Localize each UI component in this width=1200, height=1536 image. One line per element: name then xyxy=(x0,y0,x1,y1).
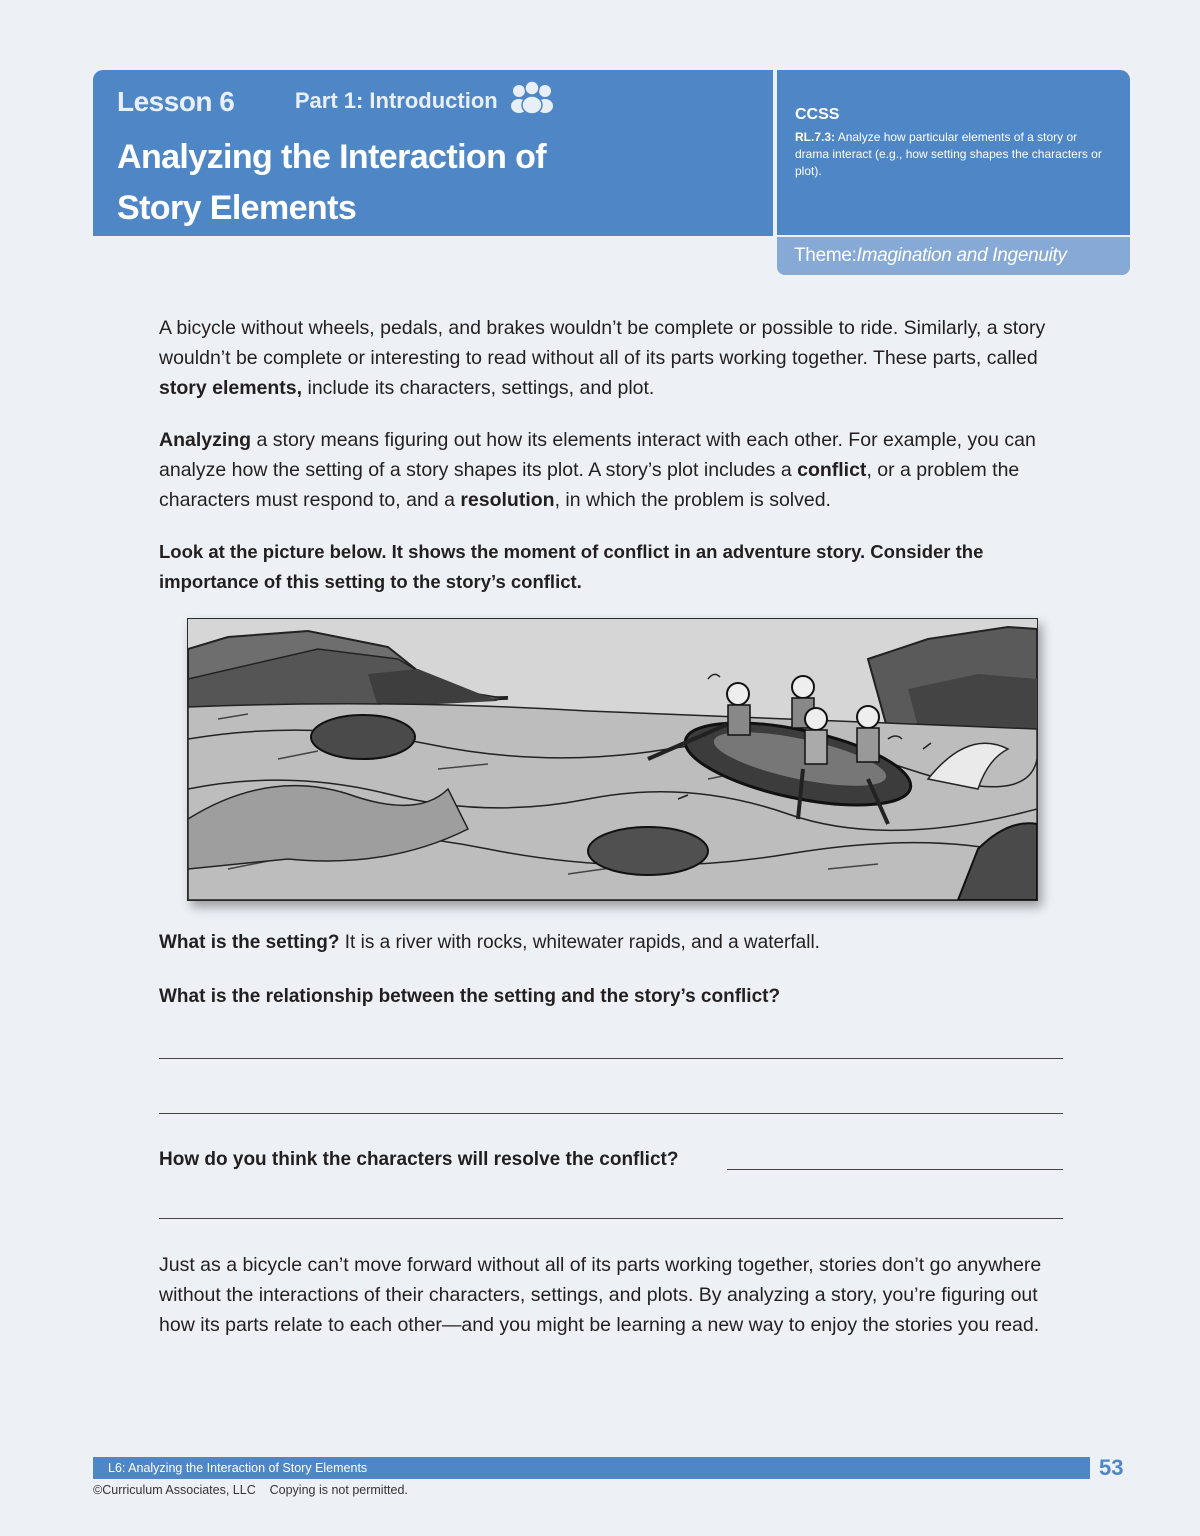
question-relationship: What is the relationship between the setting and the story’s conflict? xyxy=(159,986,781,1007)
theme-value: Imagination and Ingenuity xyxy=(856,245,1067,266)
intro-paragraph-2 xyxy=(159,425,1069,515)
question-resolve: How do you think the characters will resolve the conflict? xyxy=(159,1149,679,1170)
question-setting-label: What is the setting? xyxy=(159,932,340,953)
whitewater-rafting-illustration xyxy=(187,618,1038,901)
question-setting xyxy=(159,929,820,957)
intro-p2-text-f: , in which the problem is solved. xyxy=(554,489,831,511)
answer-line-2[interactable] xyxy=(159,1113,1063,1114)
term-analyzing: Analyzing xyxy=(159,429,252,451)
ccss-panel xyxy=(777,70,1130,235)
theme-bar xyxy=(777,237,1130,275)
picture-instruction: Look at the picture below. It shows the moment of conflict in an adventure story. Consider the importance of this setting to the story’s conflict. xyxy=(159,541,984,592)
copyright: ©Curriculum Associates, LLC Copying is not permitted. xyxy=(93,1483,408,1497)
ccss-standard xyxy=(795,129,1105,180)
intro-p2-text-b: a story means figuring out how its elements interact with each other. For example, you can analyze how the setting of a story shapes its plot. A story’s plot includes a xyxy=(159,429,1036,481)
part-label: Part 1: Introduction xyxy=(294,88,498,113)
lesson-header xyxy=(93,70,773,236)
lesson-line xyxy=(117,86,554,127)
intro-p1-text-c: include its characters, settings, and plot. xyxy=(302,377,655,399)
term-story-elements: story elements, xyxy=(159,377,303,399)
intro-p2-text-d: , or a problem the characters must respond to, and a xyxy=(159,459,1020,511)
answer-line-3[interactable] xyxy=(727,1169,1063,1170)
term-resolution: resolution xyxy=(460,489,555,511)
lesson-title xyxy=(117,132,757,234)
lesson-title-line2: Story Elements xyxy=(117,189,357,227)
intro-paragraph-1 xyxy=(159,313,1069,403)
page-number: 53 xyxy=(1099,1455,1124,1480)
group-of-people-icon xyxy=(510,80,554,121)
intro-p1-text-a: A bicycle without wheels, pedals, and brakes wouldn’t be complete or possible to ride. Similarly, a story wouldn’t be complete or interesting to read without all of its parts working together. These parts, called xyxy=(159,317,1046,369)
footer-title: L6: Analyzing the Interaction of Story Elements xyxy=(108,1461,368,1475)
lesson-title-line1: Analyzing the Interaction of xyxy=(117,138,547,176)
term-conflict: conflict xyxy=(797,459,867,481)
lesson-number: Lesson 6 xyxy=(117,86,235,117)
footer-bar xyxy=(93,1457,1090,1479)
theme-label: Theme: xyxy=(794,245,857,266)
question-setting-answer: It is a river with rocks, whitewater rapids, and a waterfall. xyxy=(339,932,820,953)
ccss-standard-code: RL.7.3: xyxy=(795,130,836,144)
closing-paragraph: Just as a bicycle can’t move forward without all of its parts working together, stories don’t go anywhere without the interactions of their characters, settings, and plots. By analyzing a story, you’re figuring out how its parts relate to each other—and you might be learning a new way to enjoy the stories you read. xyxy=(159,1254,1042,1336)
answer-line-1[interactable] xyxy=(159,1058,1063,1059)
answer-line-4[interactable] xyxy=(159,1218,1063,1219)
ccss-standard-text: Analyze how particular elements of a story or drama interact (e.g., how setting shapes the characters or plot). xyxy=(795,130,1102,178)
ccss-heading: CCSS xyxy=(795,106,840,123)
